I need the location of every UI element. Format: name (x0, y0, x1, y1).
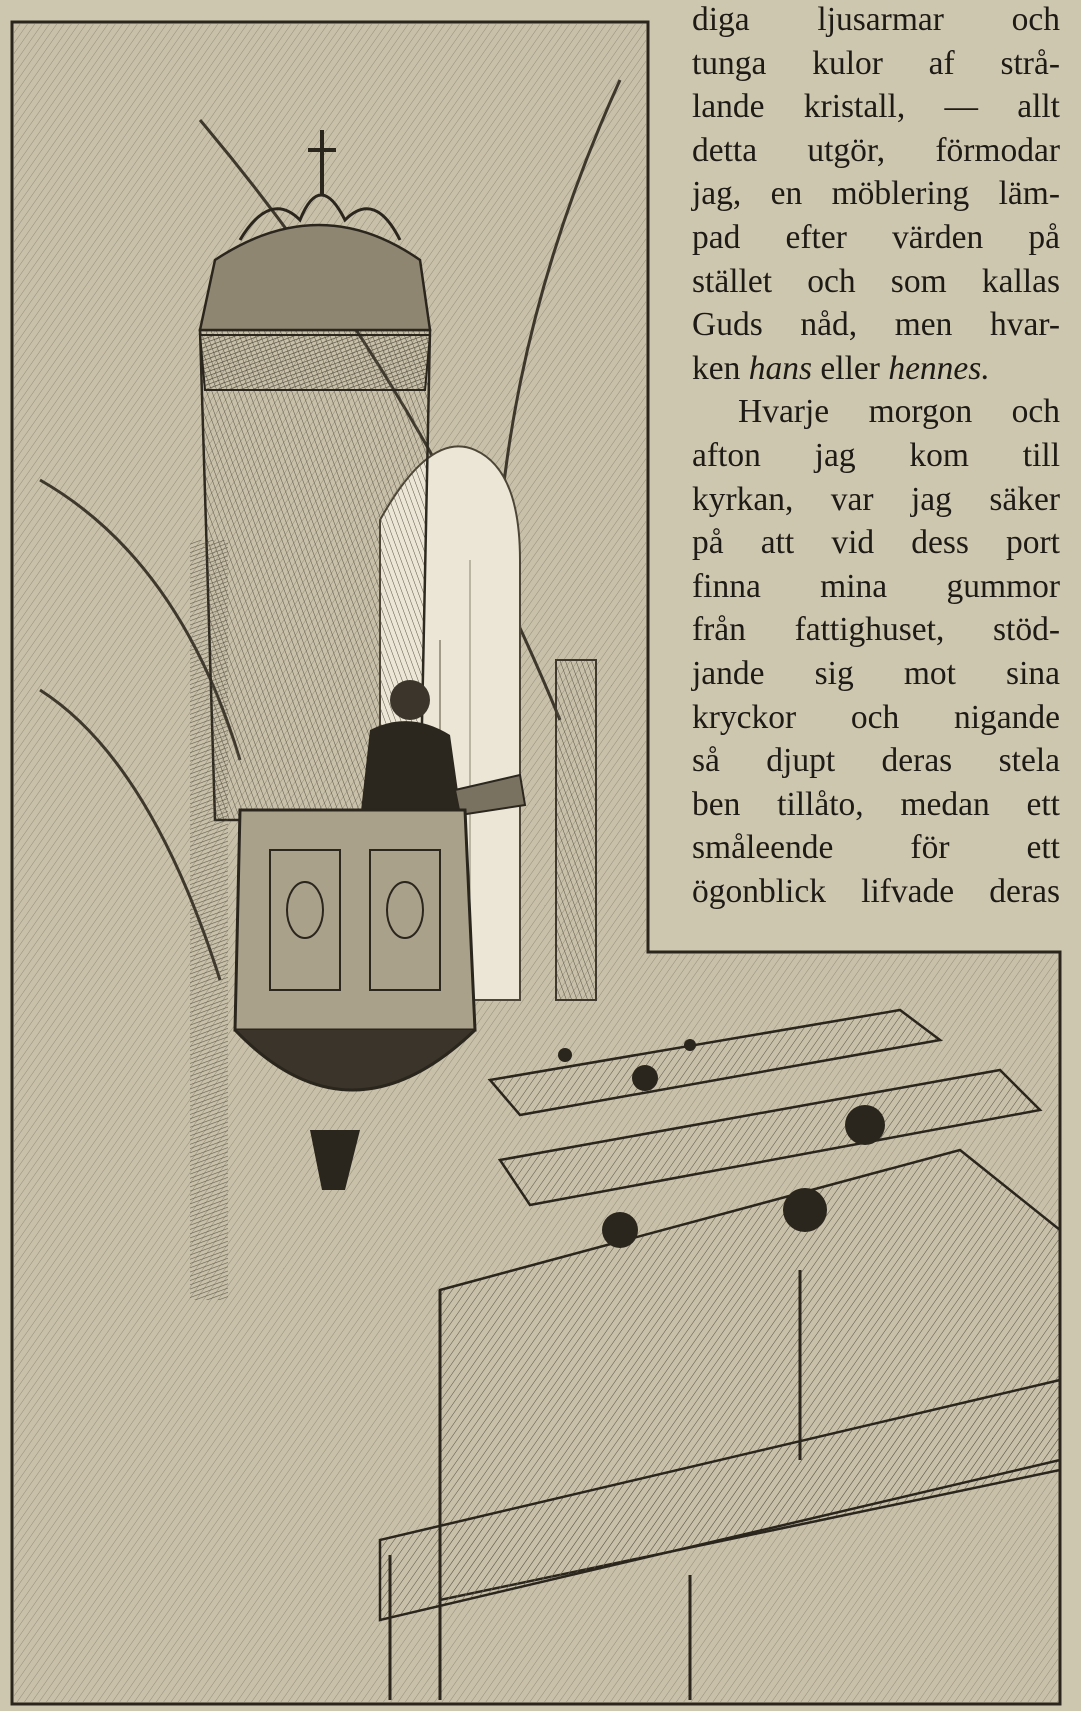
text-line: lande kristall, — allt (692, 88, 1060, 126)
text-line: småleende för ett (692, 829, 1060, 867)
text-line: pad efter värden på (692, 218, 1060, 256)
text-line: afton jag kom till (692, 436, 1060, 474)
text-line: finna mina gummor (692, 567, 1060, 605)
italic-word-hennes: hennes. (888, 349, 990, 387)
text-line: jag, en möblering läm- (692, 175, 1060, 213)
body-text-column (692, 0, 1060, 913)
text-line-emphasis (692, 347, 1060, 391)
text-line: kryckor och nigande (692, 698, 1060, 736)
text-line: tunga kulor af strå- (692, 44, 1060, 82)
text-line: kyrkan, var jag säker (692, 480, 1060, 518)
text-fragment: ken (692, 349, 749, 387)
text-fragment: eller (812, 349, 889, 387)
paragraph-start-line: Hvarje morgon och (738, 393, 1060, 431)
text-line: på att vid dess port (692, 524, 1060, 562)
text-line: Guds nåd, men hvar- (692, 306, 1060, 344)
text-line: stället och som kallas (692, 262, 1060, 300)
text-line: diga ljusarmar och (692, 1, 1060, 38)
text-line: från fattighuset, stöd- (692, 611, 1060, 649)
text-line: ögonblick lifvade deras (692, 872, 1060, 910)
text-line: detta utgör, förmodar (692, 131, 1060, 169)
text-line: jande sig mot sina (692, 654, 1060, 692)
text-line: så djupt deras stela (692, 742, 1060, 780)
italic-word-hans: hans (748, 349, 813, 387)
text-line: ben tillåto, medan ett (692, 785, 1060, 823)
